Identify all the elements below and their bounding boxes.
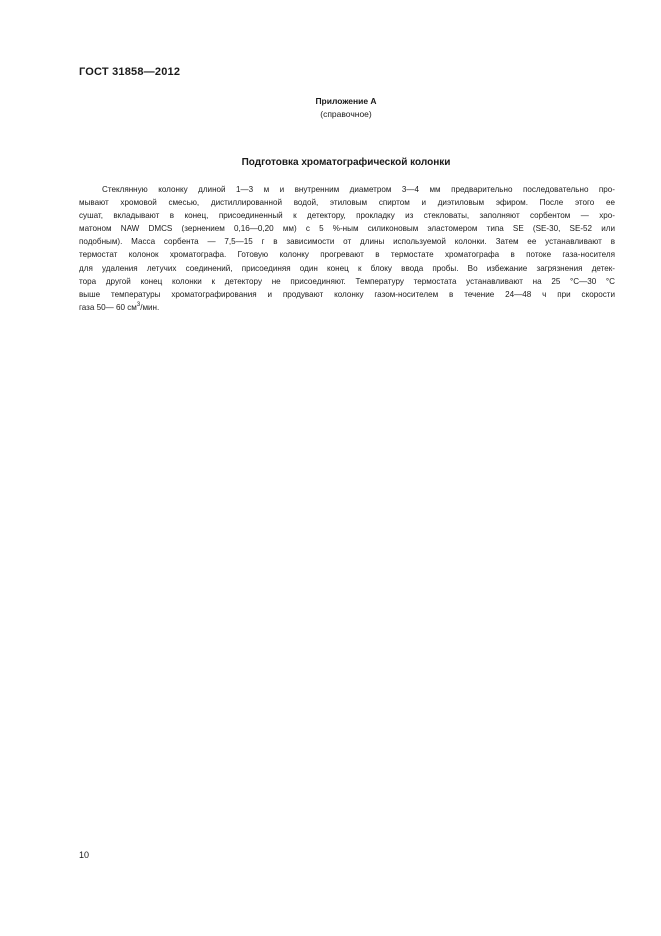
paragraph-line: выше температуры хроматографирования и продувают колонку газом-носителем в течение 24—48 ч при скорости [79, 289, 615, 299]
appendix-heading [0, 95, 661, 121]
flow-rate-unit: /мин. [140, 302, 160, 312]
body-paragraph [79, 183, 615, 314]
cubic-superscript: 3 [136, 301, 141, 308]
appendix-title: Приложение А [315, 96, 377, 106]
paragraph-line: подобным). Масса сорбента — 7,5—15 г в зависимости от длины используемой колонки. Затем ее устанавливают в [79, 237, 615, 247]
page-number: 10 [79, 850, 90, 860]
appendix-subtitle: (справочное) [320, 109, 372, 119]
paragraph-line: тора другой конец колонки к детектору не присоединяют. Температуру термостата устанавливают на 25 °С—30 °С [79, 276, 615, 286]
paragraph-line: Стеклянную колонку длиной 1—3 м и внутренним диаметром 3—4 мм предварительно последовательно про- [102, 185, 615, 194]
document-code: ГОСТ 31858—2012 [79, 66, 181, 78]
section-title: Подготовка хроматографической колонки [241, 157, 451, 168]
flow-rate-text: газа 50— 60 см [79, 302, 137, 312]
paragraph-line: сушат, вкладывают в конец, присоединенный к детектору, прокладку из стекловаты, заполняют сорбентом — хро- [79, 211, 615, 221]
paragraph-line: для удаления летучих соединений, присоединяя один конец к блоку ввода пробы. Во избежание загрязнения детек- [79, 263, 615, 273]
paragraph-line: термостат колонок хроматографа. Готовую колонку прогревают в термостате хроматографа в потоке газа-носителя [79, 250, 615, 260]
paragraph-line: мывают хромовой смесью, дистиллированной водой, этиловым спиртом и диэтиловым эфиром. После этого ее [79, 198, 615, 208]
paragraph-last-line [79, 301, 615, 314]
paragraph-line: матоном NAW DMCS (зернением 0,16—0,20 мм) с 5 %-ным силиконовым эластомером типа SE (SE-30, SE-52 или [79, 224, 615, 234]
